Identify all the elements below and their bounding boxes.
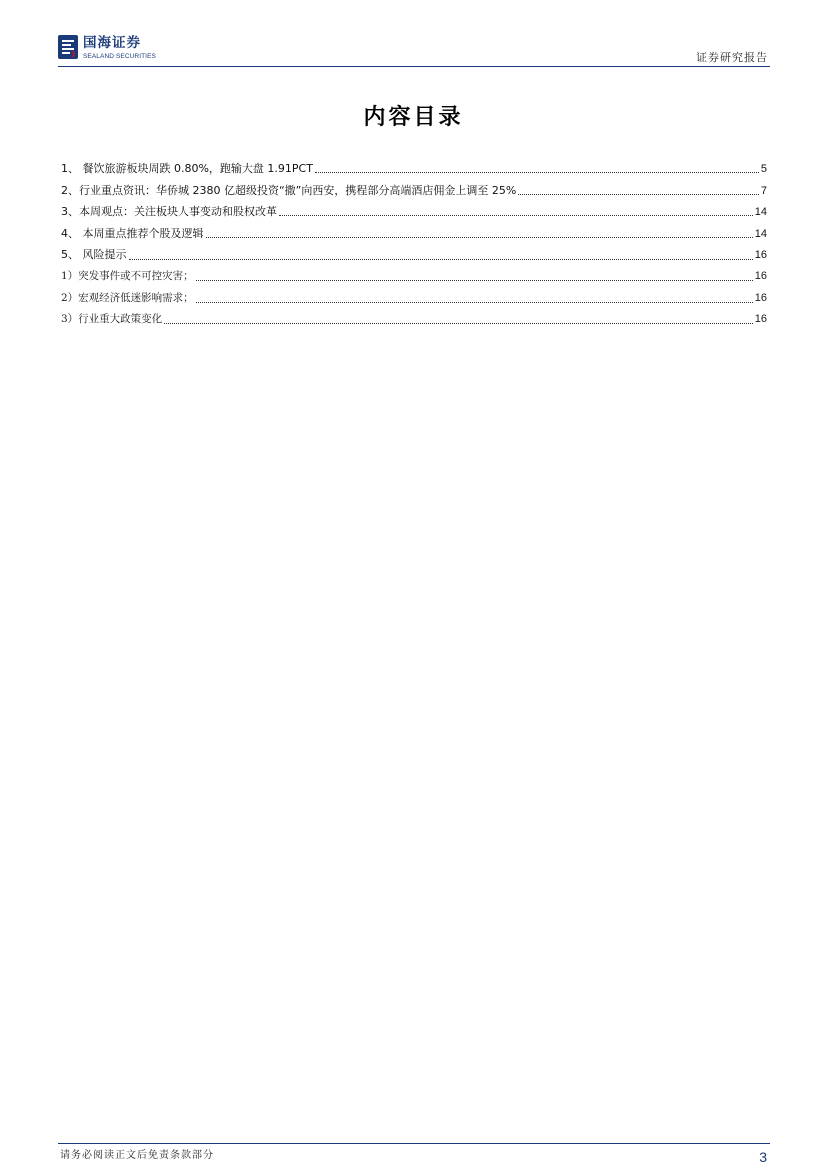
toc-leader-dots [518,194,759,195]
toc-title: 内容目录 [363,105,464,130]
page-number: 3 [759,1149,767,1165]
header-divider [58,66,770,67]
toc-entry-3[interactable] [61,201,767,223]
toc-entry-label: 4、 本周重点推荐个股及逻辑 [61,226,204,240]
toc-entry-label: 2、行业重点资讯：华侨城 2380 亿超级投资“撒”向西安，携程部分高端酒店佣金上调至 25% [61,183,517,197]
brand-logo [58,35,156,63]
toc-entry-label: 1、 餐饮旅游板块周跌 0.80%，跑输大盘 1.91PCT [61,162,313,175]
toc-entry-5-1[interactable] [61,266,767,288]
toc-entry-label: 5、 风险提示 [61,248,127,262]
toc-entry-page: 5 [760,163,767,175]
toc-entry-page: 16 [754,291,767,304]
toc-entry-label: 2）宏观经济低迷影响需求； [61,291,194,304]
toc-leader-dots [206,237,753,238]
toc-entry-5[interactable] [61,244,767,266]
toc-entry-page: 16 [754,269,767,282]
toc-leader-dots [164,323,753,324]
footer-divider [58,1143,770,1144]
toc-leader-dots [129,259,753,260]
toc-leader-dots [196,302,753,303]
toc-entry-page: 16 [754,313,767,326]
toc-entry-page: 14 [754,227,767,240]
toc-entry-2[interactable] [61,180,767,202]
toc-entry-4[interactable] [61,223,767,245]
page-header [58,30,770,66]
toc-entry-page: 7 [760,184,767,197]
table-of-contents [61,158,767,331]
toc-leader-dots [196,280,753,281]
toc-entry-1[interactable] [61,158,767,180]
toc-entry-label: 3、本周观点：关注板块人事变动和股权改革 [61,205,277,219]
report-type-label: 证券研究报告 [696,51,768,64]
toc-entry-label: 3）行业重大政策变化 [61,313,163,326]
brand-name [83,35,156,60]
toc-entry-label: 1）突发事件或不可控灾害； [61,269,194,282]
toc-entry-page: 14 [754,206,767,219]
toc-entry-5-2[interactable] [61,288,767,310]
toc-leader-dots [279,215,753,216]
toc-entry-page: 16 [754,249,767,262]
brand-name-en: SEALAND SECURITIES [83,52,156,60]
brand-name-cn: 国海证券 [83,35,141,51]
sealand-logo-icon [58,35,78,59]
toc-entry-5-3[interactable] [61,309,767,331]
toc-leader-dots [315,172,759,173]
disclaimer-note: 请务必阅读正文后免责条款部分 [60,1150,214,1161]
